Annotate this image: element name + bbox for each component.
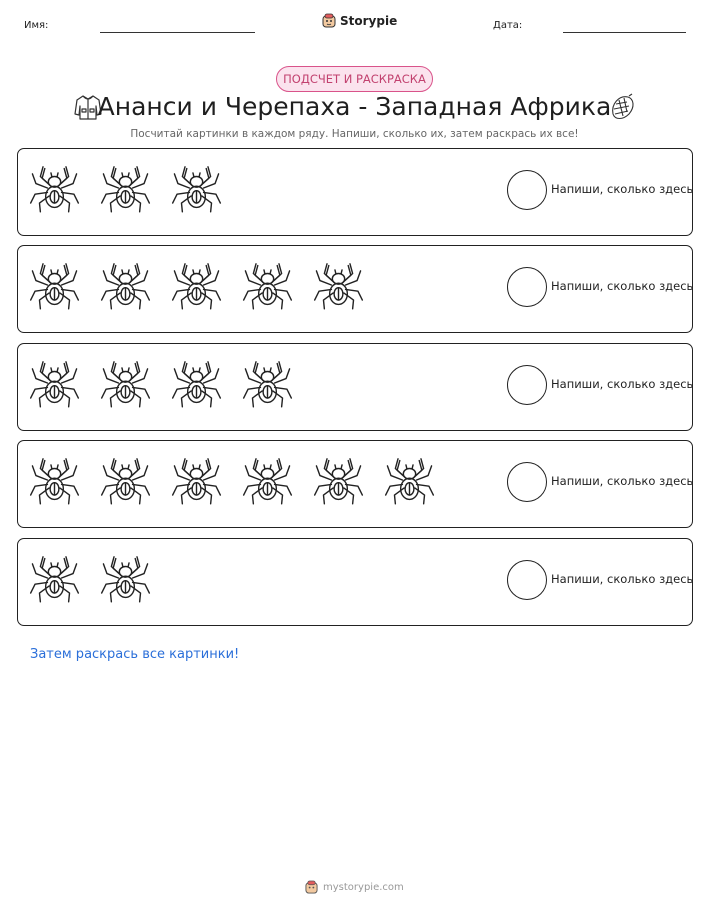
answer-label: Напиши, сколько здесь: [551, 182, 694, 196]
answer-circle[interactable]: [507, 267, 547, 307]
page-title: Ананси и Черепаха - Западная Африка: [97, 92, 612, 121]
answer-label: Напиши, сколько здесь: [551, 377, 694, 391]
brand-name: Storypie: [340, 14, 398, 28]
answer-circle[interactable]: [507, 170, 547, 210]
spider-group: [28, 550, 152, 606]
spider-icon[interactable]: [99, 257, 152, 313]
storypie-mascot-icon: [305, 880, 318, 895]
spider-icon[interactable]: [99, 550, 152, 606]
spider-icon[interactable]: [170, 355, 223, 411]
spider-icon[interactable]: [28, 452, 81, 508]
spider-group: [28, 160, 223, 216]
storypie-mascot-icon: [322, 13, 336, 29]
spider-icon[interactable]: [170, 257, 223, 313]
spider-icon[interactable]: [312, 452, 365, 508]
counting-row: [17, 440, 693, 528]
spider-icon[interactable]: [99, 160, 152, 216]
counting-row: [17, 538, 693, 626]
spider-icon[interactable]: [241, 452, 294, 508]
spider-group: [28, 452, 436, 508]
answer-label: Напиши, сколько здесь: [551, 572, 694, 586]
activity-badge: ПОДСЧЕТ И РАСКРАСКА: [276, 66, 433, 92]
spider-group: [28, 355, 294, 411]
counting-row: [17, 343, 693, 431]
spider-icon[interactable]: [241, 257, 294, 313]
counting-row: [17, 245, 693, 333]
spider-icon[interactable]: [170, 452, 223, 508]
date-line[interactable]: [563, 32, 686, 33]
date-label: Дата:: [493, 20, 523, 31]
name-line[interactable]: [100, 32, 255, 33]
brand-logo: [322, 13, 397, 29]
spider-icon[interactable]: [241, 355, 294, 411]
spider-icon[interactable]: [28, 160, 81, 216]
answer-circle[interactable]: [507, 560, 547, 600]
answer-circle[interactable]: [507, 365, 547, 405]
footer-site[interactable]: mystorypie.com: [323, 882, 404, 893]
spider-icon[interactable]: [312, 257, 365, 313]
spider-icon[interactable]: [170, 160, 223, 216]
instructions: Посчитай картинки в каждом ряду. Напиши, сколько их, затем раскрась их все!: [130, 128, 579, 140]
spider-icon[interactable]: [28, 257, 81, 313]
spider-icon[interactable]: [28, 550, 81, 606]
footer: [305, 880, 404, 895]
spider-group: [28, 257, 365, 313]
coloring-instruction: Затем раскрась все картинки!: [30, 647, 240, 662]
answer-label: Напиши, сколько здесь: [551, 474, 694, 488]
answer-circle[interactable]: [507, 462, 547, 502]
spider-icon[interactable]: [383, 452, 436, 508]
spider-icon[interactable]: [99, 452, 152, 508]
name-label: Имя:: [24, 20, 49, 31]
spider-icon[interactable]: [99, 355, 152, 411]
answer-label: Напиши, сколько здесь: [551, 279, 694, 293]
spider-icon[interactable]: [28, 355, 81, 411]
counting-row: [17, 148, 693, 236]
pinecone-icon: [607, 92, 637, 122]
